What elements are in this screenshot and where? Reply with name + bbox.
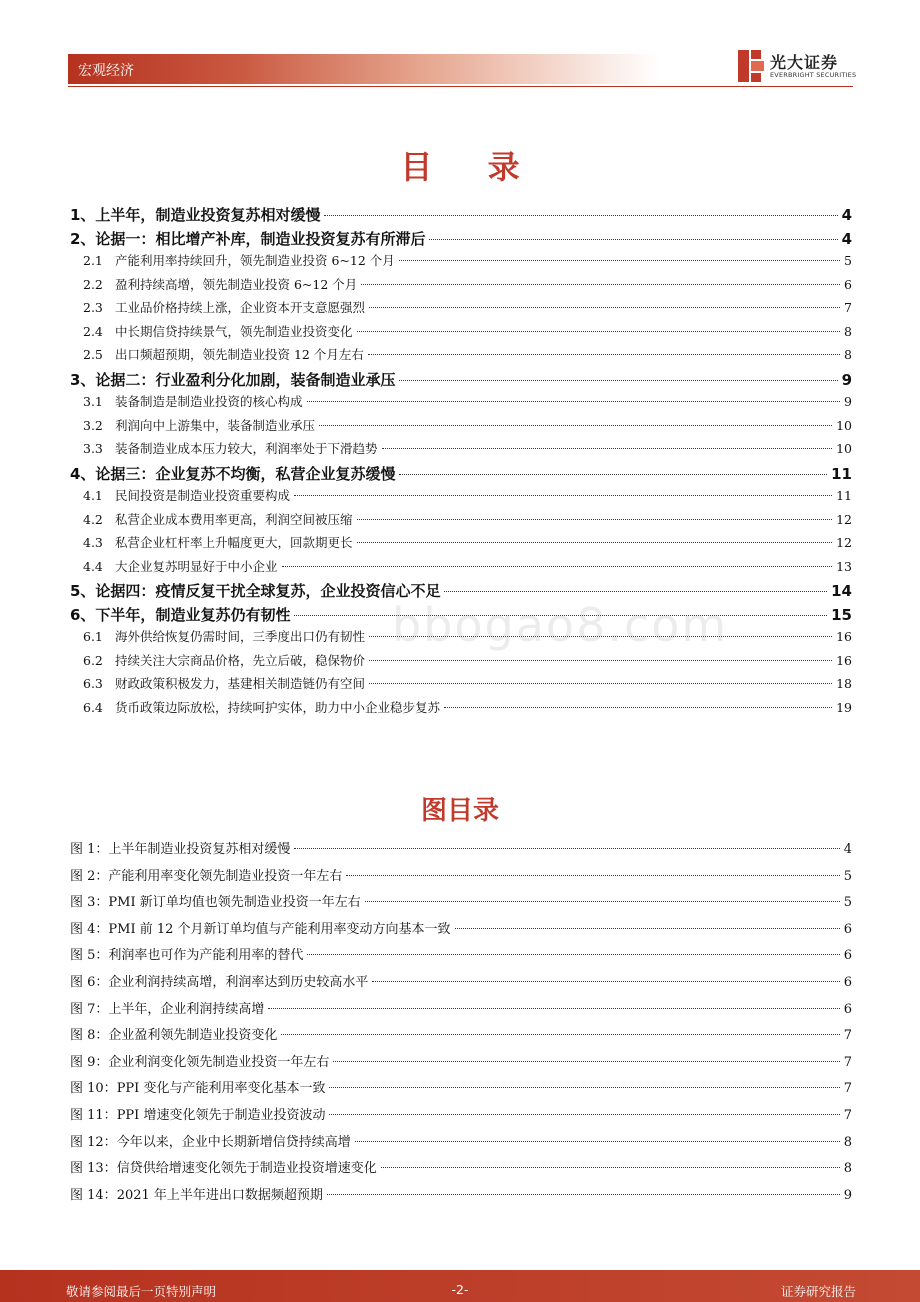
- toc-entry-number: 3.2: [83, 417, 103, 433]
- dot-leader: [319, 425, 832, 426]
- figure-entry-title: PPI 变化与产能利用率变化基本一致: [116, 1081, 326, 1097]
- logo-name-en: EVERBRIGHT SECURITIES: [770, 71, 857, 79]
- toc-entry-title: 财政政策积极发力，基建相关制造链仍有空间: [115, 676, 366, 691]
- dot-leader: [357, 519, 833, 520]
- toc-entry-number: 4.2: [83, 511, 103, 527]
- figure-entry[interactable]: [70, 971, 852, 998]
- toc-entry-page: 15: [831, 605, 852, 624]
- figure-entry-page: 7: [843, 1107, 852, 1123]
- toc-entry-page: 11: [831, 464, 852, 483]
- dot-leader: [355, 1141, 840, 1142]
- brand-logo: [738, 48, 857, 84]
- toc-entry-page: 4: [841, 229, 852, 248]
- toc-entry-title: 2、论据一：相比增产补库，制造业投资复苏有所滞后: [70, 229, 426, 248]
- figure-entry-label: 图 7：: [70, 1001, 109, 1017]
- toc-entry[interactable]: [70, 557, 852, 581]
- toc-entry-number: 3.1: [83, 394, 103, 409]
- watermark: bbogao8.com: [392, 598, 729, 652]
- figure-entry[interactable]: [70, 865, 852, 892]
- toc-entry-page: 5: [844, 253, 852, 268]
- logo-name-cn: 光大证券: [770, 53, 839, 72]
- toc-entry-title: 6、下半年，制造业复苏仍有韧性: [70, 605, 291, 624]
- toc-entry[interactable]: [70, 439, 852, 463]
- toc-entry-number: 3.3: [83, 441, 103, 456]
- figure-entry[interactable]: [70, 1104, 852, 1131]
- figure-entry[interactable]: [70, 1184, 852, 1211]
- figure-entry-title: 企业利润持续高增，利润率达到历史较高水平: [108, 974, 369, 990]
- figure-entry-title: 利润率也可作为产能利用率的替代: [108, 948, 304, 964]
- toc-entry[interactable]: [70, 298, 852, 322]
- figure-entry-title: 信贷供给增速变化领先于制造业投资增速变化: [116, 1161, 377, 1177]
- figure-entry-title: 上半年，企业利润持续高增: [108, 1001, 265, 1017]
- dot-leader: [399, 380, 837, 381]
- header-rule: [68, 86, 853, 87]
- figure-entry-page: 7: [843, 1028, 852, 1044]
- toc-entry-page: 8: [844, 323, 852, 339]
- figure-entry-title: PMI 前 12 个月新订单均值与产能利用率变动方向基本一致: [108, 921, 451, 937]
- figure-entry[interactable]: [70, 1131, 852, 1158]
- toc-entry-number: 4.4: [83, 558, 103, 574]
- figure-entry-title: 今年以来，企业中长期新增信贷持续高增: [116, 1134, 351, 1150]
- figure-entry-label: 图 11：: [70, 1107, 117, 1123]
- footer-report-type: 证券研究报告: [780, 1284, 856, 1299]
- figure-entry-label: 图 1：: [70, 842, 109, 857]
- figure-entry-title: PMI 新订单均值也领先制造业投资一年左右: [108, 895, 361, 911]
- figure-entry-page: 6: [843, 948, 852, 964]
- dot-leader: [282, 566, 833, 567]
- dot-leader: [429, 239, 837, 240]
- dot-leader: [369, 307, 840, 308]
- toc-entry-page: 11: [836, 488, 852, 503]
- dot-leader: [369, 683, 832, 684]
- footer-bar: [0, 1270, 920, 1302]
- figure-entry-label: 图 14：: [70, 1187, 117, 1203]
- figure-entry-page: 5: [843, 895, 852, 911]
- dot-leader: [281, 1034, 839, 1035]
- figure-entry-title: 产能利用率变化领先制造业投资一年左右: [108, 868, 343, 884]
- dot-leader: [294, 495, 832, 496]
- toc-entry[interactable]: [70, 369, 852, 393]
- toc-entry-title: 私营企业杠杆率上升幅度更大，回款期更长: [115, 535, 353, 550]
- toc-entry[interactable]: [70, 416, 852, 440]
- toc-entry-number: 2.3: [83, 300, 103, 315]
- figure-entry-page: 7: [843, 1054, 852, 1070]
- toc-entry-number: 6.2: [83, 652, 103, 668]
- header-band: [68, 54, 660, 84]
- toc-entry[interactable]: [70, 322, 852, 346]
- figure-entry-title: 2021 年上半年进出口数据频超预期: [116, 1187, 323, 1203]
- figure-entry-title: 企业盈利领先制造业投资变化: [108, 1028, 278, 1044]
- footer-disclaimer: 敬请参阅最后一页特别声明: [66, 1284, 217, 1299]
- toc-entry[interactable]: [70, 204, 852, 228]
- dot-leader: [333, 1061, 839, 1062]
- toc-entry-title: 盈利持续高增，领先制造业投资 6~12 个月: [115, 276, 358, 292]
- toc-entry[interactable]: [70, 651, 852, 675]
- dot-leader: [399, 474, 827, 475]
- figure-entry-label: 图 13：: [70, 1161, 117, 1177]
- figure-entry-label: 图 12：: [70, 1134, 117, 1150]
- toc-entry-number: 2.1: [83, 253, 103, 268]
- dot-leader: [382, 448, 833, 449]
- toc-entry-title: 大企业复苏明显好于中小企业: [115, 558, 278, 574]
- figure-entry[interactable]: [70, 1157, 852, 1184]
- section-label: 宏观经济: [78, 63, 134, 79]
- page-number: -2-: [451, 1282, 469, 1297]
- figure-entry-label: 图 3：: [70, 895, 109, 911]
- dot-leader: [455, 928, 840, 929]
- dot-leader: [399, 260, 840, 261]
- toc-entry-title: 民间投资是制造业投资重要构成: [115, 488, 291, 503]
- toc-entry-title: 中长期信贷持续景气，领先制造业投资变化: [115, 323, 353, 339]
- figure-entry[interactable]: [70, 918, 852, 945]
- figure-entry-page: 6: [843, 974, 852, 990]
- figure-entry[interactable]: [70, 944, 852, 971]
- figure-entry-label: 图 9：: [70, 1054, 109, 1070]
- toc-entry-number: 2.4: [83, 323, 103, 339]
- toc-entry-title: 工业品价格持续上涨，企业资本开支意愿强烈: [115, 300, 366, 315]
- figure-entry-page: 6: [843, 921, 852, 937]
- figure-entry-label: 图 6：: [70, 974, 109, 990]
- toc-entry[interactable]: [70, 392, 852, 416]
- toc-entry-number: 2.5: [83, 347, 103, 362]
- figure-entry-title: 上半年制造业投资复苏相对缓慢: [108, 842, 291, 857]
- figure-entry-label: 图 5：: [70, 948, 109, 964]
- figure-entry[interactable]: [70, 1024, 852, 1051]
- figure-entry-title: 企业利润变化领先制造业投资一年左右: [108, 1054, 330, 1070]
- toc-entry[interactable]: [70, 345, 852, 369]
- toc-entry-page: 10: [836, 417, 852, 433]
- toc-entry-title: 4、论据三：企业复苏不均衡，私营企业复苏缓慢: [70, 464, 396, 483]
- dot-leader: [294, 848, 839, 849]
- toc-entry[interactable]: [70, 228, 852, 252]
- toc-entry-title: 利润向中上游集中，装备制造业承压: [115, 417, 316, 433]
- toc-entry[interactable]: [70, 275, 852, 299]
- toc-entry[interactable]: [70, 533, 852, 557]
- figure-entry-label: 图 4：: [70, 921, 109, 937]
- figure-entry-page: 8: [843, 1134, 852, 1150]
- toc-entry-page: 12: [836, 511, 852, 527]
- figure-entry-page: 8: [843, 1161, 852, 1177]
- toc-entry-number: 2.2: [83, 276, 103, 292]
- dot-leader: [346, 875, 839, 876]
- toc-entry-page: 16: [836, 652, 852, 668]
- toc-entry-title: 1、上半年，制造业投资复苏相对缓慢: [70, 206, 321, 224]
- toc-entry-title: 出口频超预期，领先制造业投资 12 个月左右: [115, 347, 364, 362]
- toc-entry-page: 4: [841, 206, 852, 224]
- toc-entry-page: 6: [844, 276, 852, 292]
- toc-entry-title: 持续关注大宗商品价格，先立后破，稳保物价: [115, 652, 366, 668]
- dot-leader: [372, 981, 839, 982]
- dot-leader: [361, 284, 840, 285]
- toc-entry-title: 装备制造是制造业投资的核心构成: [115, 394, 303, 409]
- figure-entry-title: PPI 增速变化领先于制造业投资波动: [116, 1107, 326, 1123]
- figure-entry[interactable]: [70, 838, 852, 865]
- toc-entry-page: 19: [836, 699, 852, 715]
- figure-entry[interactable]: [70, 1077, 852, 1104]
- dot-leader: [307, 954, 839, 955]
- dot-leader: [324, 215, 837, 216]
- toc-entry-page: 8: [844, 347, 852, 362]
- figure-entry-label: 图 2：: [70, 868, 109, 884]
- figure-entry-label: 图 10：: [70, 1081, 117, 1097]
- toc-entry[interactable]: [70, 674, 852, 698]
- toc-entry-number: 6.4: [83, 699, 103, 715]
- toc-entry[interactable]: [70, 510, 852, 534]
- figure-entry[interactable]: [70, 998, 852, 1025]
- toc-entry-number: 6.1: [83, 629, 103, 644]
- dot-leader: [368, 354, 840, 355]
- logo-mark-icon: [738, 50, 764, 82]
- toc-title: 目 录: [400, 148, 542, 186]
- figure-entry[interactable]: [70, 1051, 852, 1078]
- toc-entry[interactable]: [70, 251, 852, 275]
- figure-entry-page: 4: [843, 842, 852, 857]
- toc-entry-title: 产能利用率持续回升，领先制造业投资 6~12 个月: [115, 253, 395, 268]
- figure-entry-page: 6: [843, 1001, 852, 1017]
- dot-leader: [357, 542, 833, 543]
- toc-entry-number: 4.1: [83, 488, 103, 503]
- toc-entry-title: 海外供给恢复仍需时间，三季度出口仍有韧性: [115, 629, 366, 644]
- figure-list-title: 图目录: [420, 796, 499, 826]
- dot-leader: [365, 901, 840, 902]
- toc-entry[interactable]: [70, 698, 852, 722]
- toc-entry-title: 私营企业成本费用率更高，利润空间被压缩: [115, 511, 353, 527]
- figure-entry-page: 5: [843, 868, 852, 884]
- dot-leader: [268, 1008, 839, 1009]
- toc-entry-number: 4.3: [83, 535, 103, 550]
- figure-entry-page: 7: [843, 1081, 852, 1097]
- dot-leader: [327, 1194, 840, 1195]
- toc-entry-page: 12: [836, 535, 852, 550]
- toc-entry-page: 18: [836, 676, 852, 691]
- dot-leader: [381, 1167, 840, 1168]
- figure-entry-page: 9: [843, 1187, 852, 1203]
- toc-entry-title: 5、论据四：疫情反复干扰全球复苏，企业投资信心不足: [70, 582, 441, 600]
- toc-entry-title: 装备制造业成本压力较大，利润率处于下滑趋势: [115, 441, 378, 456]
- figure-entry-label: 图 8：: [70, 1028, 109, 1044]
- toc-entry-number: 6.3: [83, 676, 103, 691]
- toc-entry-page: 10: [836, 441, 852, 456]
- dot-leader: [357, 331, 841, 332]
- toc-entry-page: 13: [836, 558, 852, 574]
- toc-entry-page: 7: [844, 300, 852, 315]
- dot-leader: [444, 707, 832, 708]
- dot-leader: [307, 401, 841, 402]
- toc-entry[interactable]: [70, 486, 852, 510]
- figure-list: [70, 838, 852, 1210]
- toc-entry-title: 货币政策边际放松，持续呵护实体，助力中小企业稳步复苏: [115, 699, 441, 715]
- toc-entry-page: 14: [831, 582, 852, 600]
- toc-entry-page: 9: [841, 370, 852, 389]
- toc-entry[interactable]: [70, 463, 852, 487]
- dot-leader: [329, 1087, 839, 1088]
- dot-leader: [444, 591, 827, 592]
- toc-entry-page: 9: [844, 394, 852, 409]
- toc-entry-title: 3、论据二：行业盈利分化加剧，装备制造业承压: [70, 370, 396, 389]
- figure-entry[interactable]: [70, 891, 852, 918]
- dot-leader: [329, 1114, 839, 1115]
- dot-leader: [369, 660, 832, 661]
- toc-entry-page: 16: [836, 629, 852, 644]
